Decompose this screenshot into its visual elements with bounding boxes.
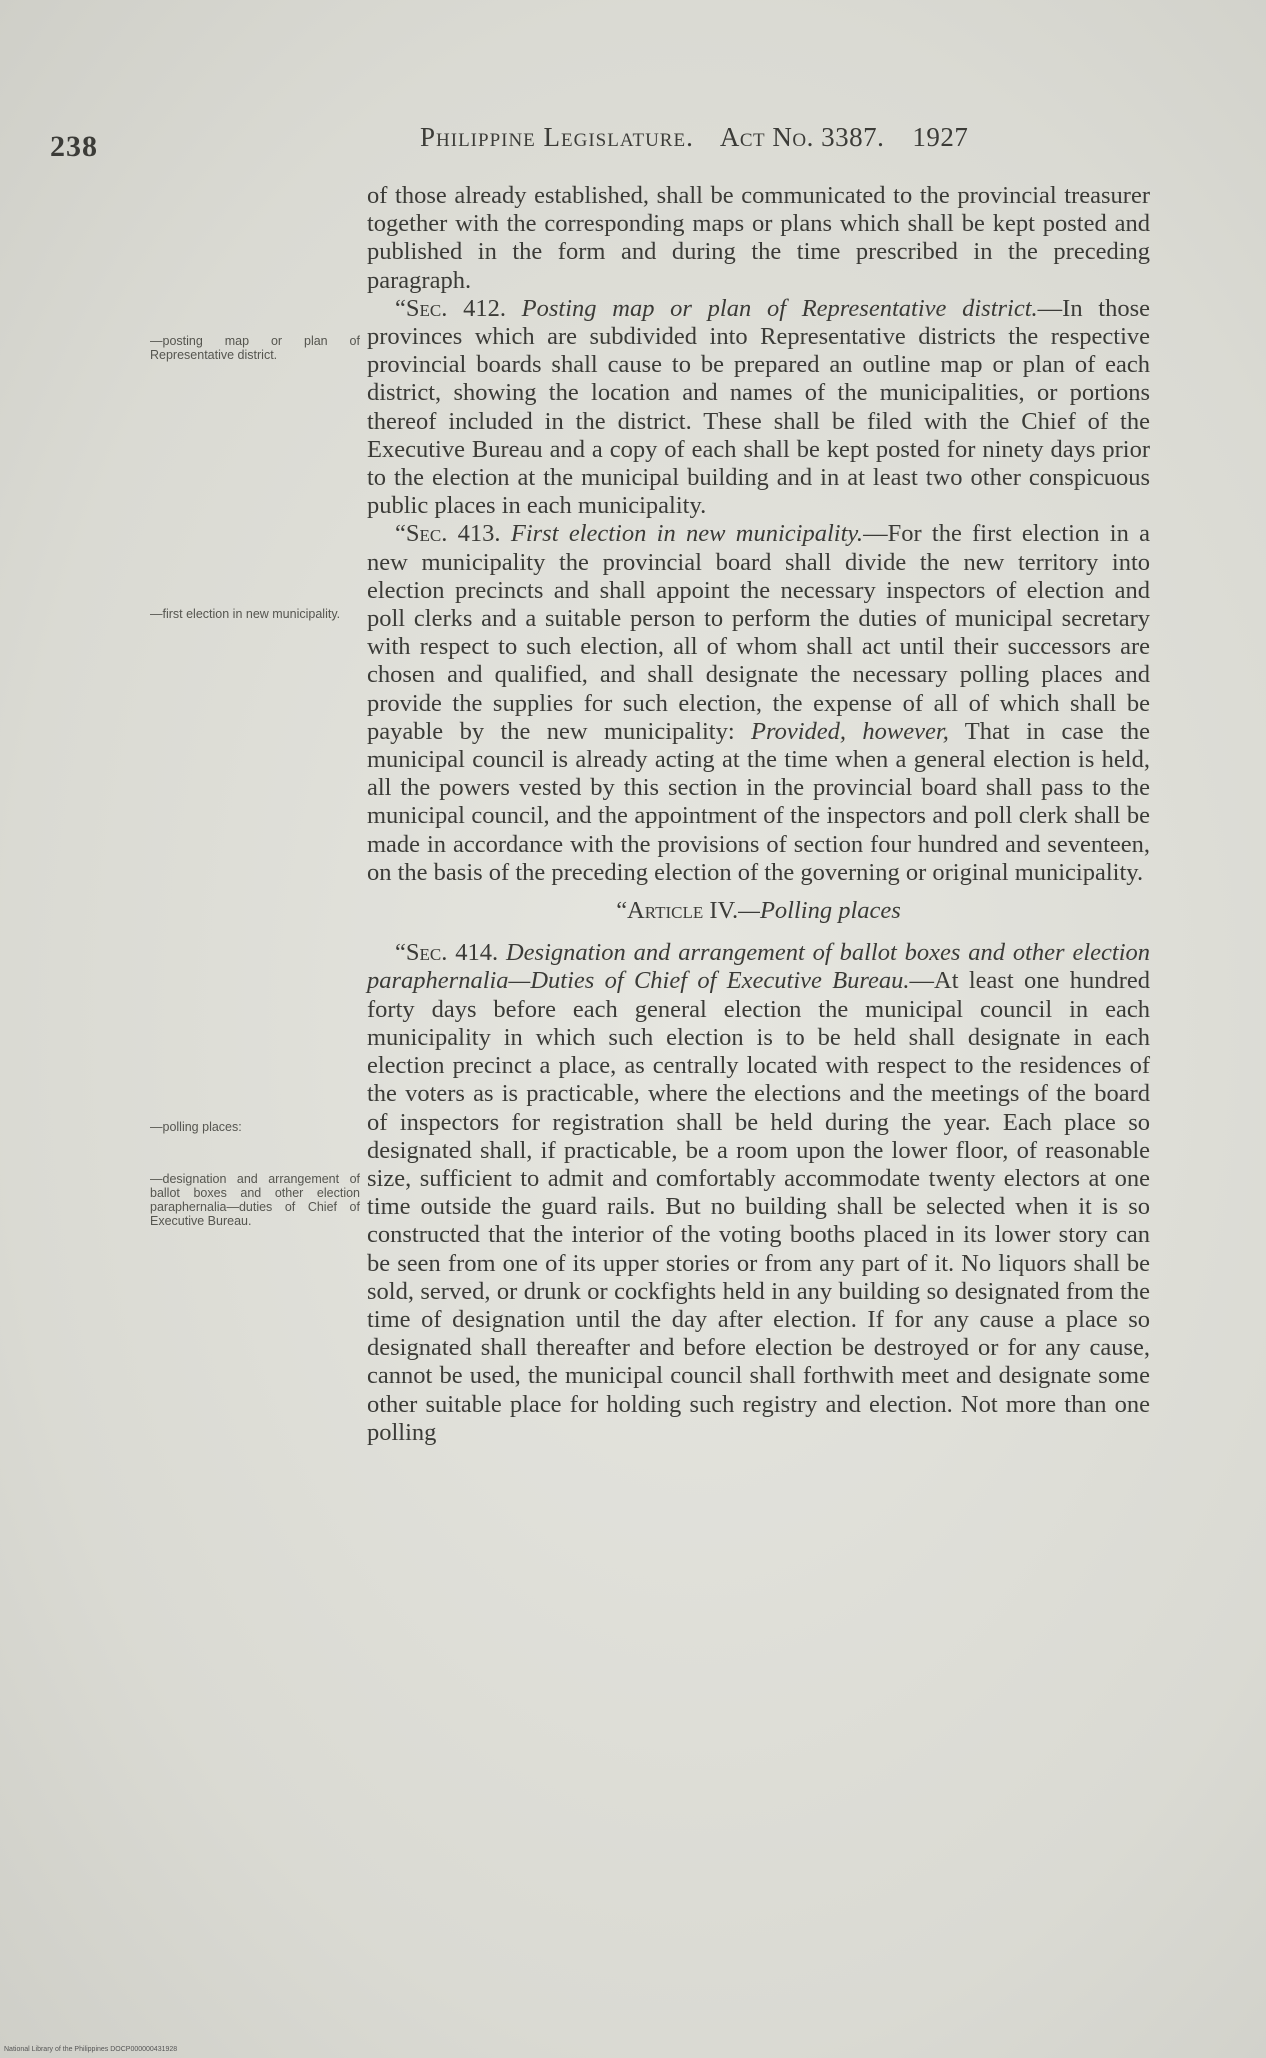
main-text	[367, 182, 1150, 1447]
section-number: “Sec. 412.	[395, 294, 506, 322]
section-heading: Designation and arrangement of ballot boxes and other election paraphernalia—Duties of Chief of Executive Bureau.	[367, 939, 1151, 995]
page-number: 238	[50, 130, 98, 163]
running-title: Philippine Legislature.	[420, 122, 694, 152]
act-year: 1927	[912, 122, 969, 152]
running-head	[420, 122, 968, 153]
section-text: —At least one hundred forty days before each general election the municipal council in each municipality in which such election is to be held shall designate in each election precinct a place, as centrally located with respect to the residences of the voters as is practicable, where the elections and the meetings of the board of inspectors for registration shall be held during the year. Each place so designated shall, if practicable, be a room upon the lower floor, of reasonable size, sufficient to admit and comfortably accommodate twenty electors at one time outside the guard rails. But no building shall be selected when it is so constructed that the interior of the voting booths placed in its lower story can be seen from one of its upper stories or from any part of it. No liquors shall be sold, served, or drunk or cockfights held in any building so designated from the time of designation until the day after election. If for any cause a place so designated shall thereafter and before election be destroyed or for any cause, cannot be used, the municipal council shall forthwith meet and designate some other suitable place for holding such registry and election. Not more than one polling	[367, 967, 1150, 1446]
section-412	[367, 295, 1150, 521]
article-label: “Article IV.	[616, 897, 739, 925]
section-text-continued: That in case the municipal council is already acting at the time when a general election is held, all the powers vested by this section in the provincial board shall pass to the municipal council, and the appointment of the inspectors and poll clerk shall be made in accordance with the provisions of section four hundred and seventeen, on the basis of the preceding election of the governing or original municipality.	[367, 717, 1151, 886]
scan-footer: National Library of the Philippines DOCP000000431928	[4, 2046, 178, 2053]
article-title: —Polling places	[738, 897, 901, 925]
section-414	[367, 939, 1150, 1447]
proviso: Provided, however,	[751, 717, 949, 745]
section-heading: First election in new municipality.	[510, 520, 864, 548]
margin-note-sec-412: —posting map or plan of Representative district.	[150, 334, 360, 362]
section-text: —In those provinces which are subdivided into Representative districts the respective provincial boards shall cause to be prepared an outline map or plan of each district, showing the location and names of the municipalities, or portions thereof included in the district. These shall be filed with the Chief of the Executive Bureau and a copy of each shall be kept posted for ninety days prior to the election at the municipal building and in at least two other conspicuous public places in each municipality.	[367, 294, 1150, 520]
section-heading: Posting map or plan of Representative district.	[521, 294, 1038, 322]
margin-note-sec-414: —designation and arrangement of ballot boxes and other election paraphernalia—duties of Chief of Executive Bureau.	[150, 1172, 360, 1228]
act-number: Act No. 3387.	[719, 122, 885, 152]
paragraph-continuation: of those already established, shall be communicated to the provincial treasurer together with the corresponding maps or plans which shall be kept posted and published in the form and during the time prescribed in the preceding paragraph.	[367, 182, 1150, 294]
margin-note-article-iv: —polling places:	[150, 1120, 242, 1134]
section-number: “Sec. 414.	[395, 939, 499, 967]
section-413	[367, 520, 1150, 887]
section-text: —For the first election in a new municipality the provincial board shall divide the new territory into election precincts and shall appoint the necessary inspectors of election and poll clerks and a suitable person to perform the duties of municipal secretary with respect to such election, all of whom shall act until their successors are chosen and qualified, and shall designate the necessary polling places and provide the supplies for such election, the expense of all of which shall be payable by the new municipality:	[367, 520, 1151, 745]
section-number: “Sec. 413.	[395, 520, 501, 548]
margin-note-sec-413: —first election in new municipality.	[150, 607, 341, 621]
article-heading	[367, 897, 1150, 925]
